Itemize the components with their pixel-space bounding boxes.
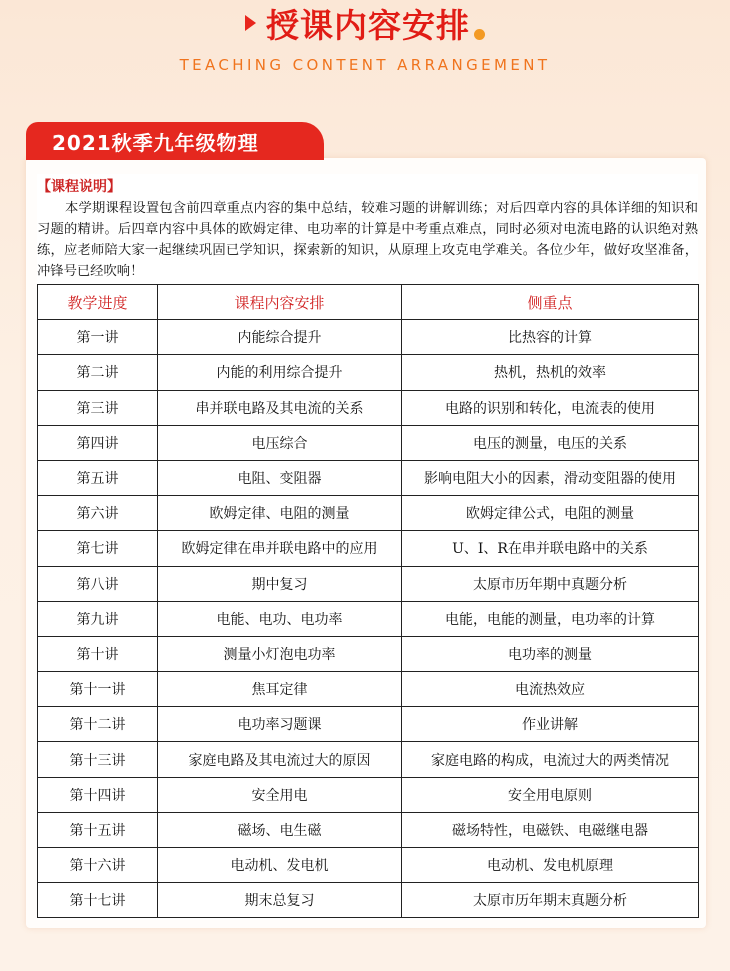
course-tag-label: 2021秋季九年级物理 [52, 130, 259, 155]
description-body: 本学期课程设置包含前四章重点内容的集中总结，较难习题的讲解训练；对后四章内容的具体详细的知识和习题的精讲。后四章内容中具体的欧姆定律、电功率的计算是中考重点难点，同时必须对电流电路的认识绝对熟练，应老师陪大家一起继续巩固已学知识，探索新的知识，从原理上攻克电学难关。各位少年，做好攻坚准备，冲锋号已经吹响！ [37, 201, 698, 279]
lesson-content: 期中复习 [158, 566, 402, 601]
lesson-focus: 太原市历年期末真题分析 [402, 883, 699, 918]
lesson-number: 第十七讲 [38, 883, 158, 918]
lesson-number: 第八讲 [38, 566, 158, 601]
header-focus: 侧重点 [402, 285, 699, 320]
lesson-content: 电功率习题课 [158, 707, 402, 742]
lesson-content: 家庭电路及其电流过大的原因 [158, 742, 402, 777]
table-row [38, 601, 699, 636]
lesson-focus: 安全用电原则 [402, 777, 699, 812]
lesson-focus: 电能，电能的测量，电功率的计算 [402, 601, 699, 636]
lesson-number: 第十三讲 [38, 742, 158, 777]
lesson-number: 第十五讲 [38, 812, 158, 847]
lesson-content: 安全用电 [158, 777, 402, 812]
lesson-number: 第十一讲 [38, 672, 158, 707]
table-row [38, 355, 699, 390]
lesson-focus: 影响电阻大小的因素，滑动变阻器的使用 [402, 460, 699, 495]
lesson-focus: 太原市历年期中真题分析 [402, 566, 699, 601]
lesson-number: 第六讲 [38, 496, 158, 531]
title-row [0, 0, 730, 46]
lesson-focus: 热机，热机的效率 [402, 355, 699, 390]
lesson-focus: 电路的识别和转化，电流表的使用 [402, 390, 699, 425]
page-subtitle: TEACHING CONTENT ARRANGEMENT [179, 56, 551, 74]
lesson-content: 欧姆定律在串并联电路中的应用 [158, 531, 402, 566]
lesson-focus: 电压的测量，电压的关系 [402, 425, 699, 460]
lesson-content: 内能的利用综合提升 [158, 355, 402, 390]
table-row [38, 777, 699, 812]
header-content: 课程内容安排 [158, 285, 402, 320]
table-row [38, 812, 699, 847]
course-tag [26, 122, 324, 160]
table-row [38, 672, 699, 707]
lesson-number: 第五讲 [38, 460, 158, 495]
table-row [38, 496, 699, 531]
lesson-focus: 电流热效应 [402, 672, 699, 707]
lesson-content: 电动机、发电机 [158, 848, 402, 883]
lesson-content: 电压综合 [158, 425, 402, 460]
table-row [38, 566, 699, 601]
lesson-focus: 家庭电路的构成，电流过大的两类情况 [402, 742, 699, 777]
table-row [38, 707, 699, 742]
header-progress: 教学进度 [38, 285, 158, 320]
lesson-content: 测量小灯泡电功率 [158, 636, 402, 671]
lesson-focus: 欧姆定律公式，电阻的测量 [402, 496, 699, 531]
triangle-icon [245, 15, 256, 31]
lesson-content: 欧姆定律、电阻的测量 [158, 496, 402, 531]
lesson-focus: 比热容的计算 [402, 320, 699, 355]
lesson-number: 第十讲 [38, 636, 158, 671]
lesson-number: 第一讲 [38, 320, 158, 355]
lesson-number: 第十二讲 [38, 707, 158, 742]
lesson-number: 第二讲 [38, 355, 158, 390]
table-row [38, 531, 699, 566]
lesson-content: 磁场、电生磁 [158, 812, 402, 847]
table-row [38, 883, 699, 918]
table-row [38, 742, 699, 777]
lesson-focus: U、I、R在串并联电路中的关系 [402, 531, 699, 566]
lesson-focus: 磁场特性，电磁铁、电磁继电器 [402, 812, 699, 847]
lesson-content: 焦耳定律 [158, 672, 402, 707]
lesson-content: 串并联电路及其电流的关系 [158, 390, 402, 425]
lesson-content: 期末总复习 [158, 883, 402, 918]
page-header [0, 0, 730, 100]
table-row [38, 320, 699, 355]
table-row [38, 848, 699, 883]
table-row [38, 390, 699, 425]
page-title: 授课内容安排 [266, 5, 470, 45]
course-description [37, 176, 698, 282]
lesson-content: 电阻、变阻器 [158, 460, 402, 495]
lesson-number: 第九讲 [38, 601, 158, 636]
table-row [38, 460, 699, 495]
schedule-table [37, 284, 699, 918]
table-row [38, 425, 699, 460]
lesson-content: 内能综合提升 [158, 320, 402, 355]
table-row [38, 636, 699, 671]
lesson-content: 电能、电功、电功率 [158, 601, 402, 636]
lesson-number: 第七讲 [38, 531, 158, 566]
lesson-number: 第三讲 [38, 390, 158, 425]
lesson-number: 第十六讲 [38, 848, 158, 883]
lesson-number: 第四讲 [38, 425, 158, 460]
lesson-focus: 作业讲解 [402, 707, 699, 742]
lesson-focus: 电动机、发电机原理 [402, 848, 699, 883]
lesson-number: 第十四讲 [38, 777, 158, 812]
table-header-row [38, 285, 699, 320]
lesson-focus: 电功率的测量 [402, 636, 699, 671]
description-heading: 【课程说明】 [37, 179, 121, 195]
dot-icon [474, 29, 485, 40]
